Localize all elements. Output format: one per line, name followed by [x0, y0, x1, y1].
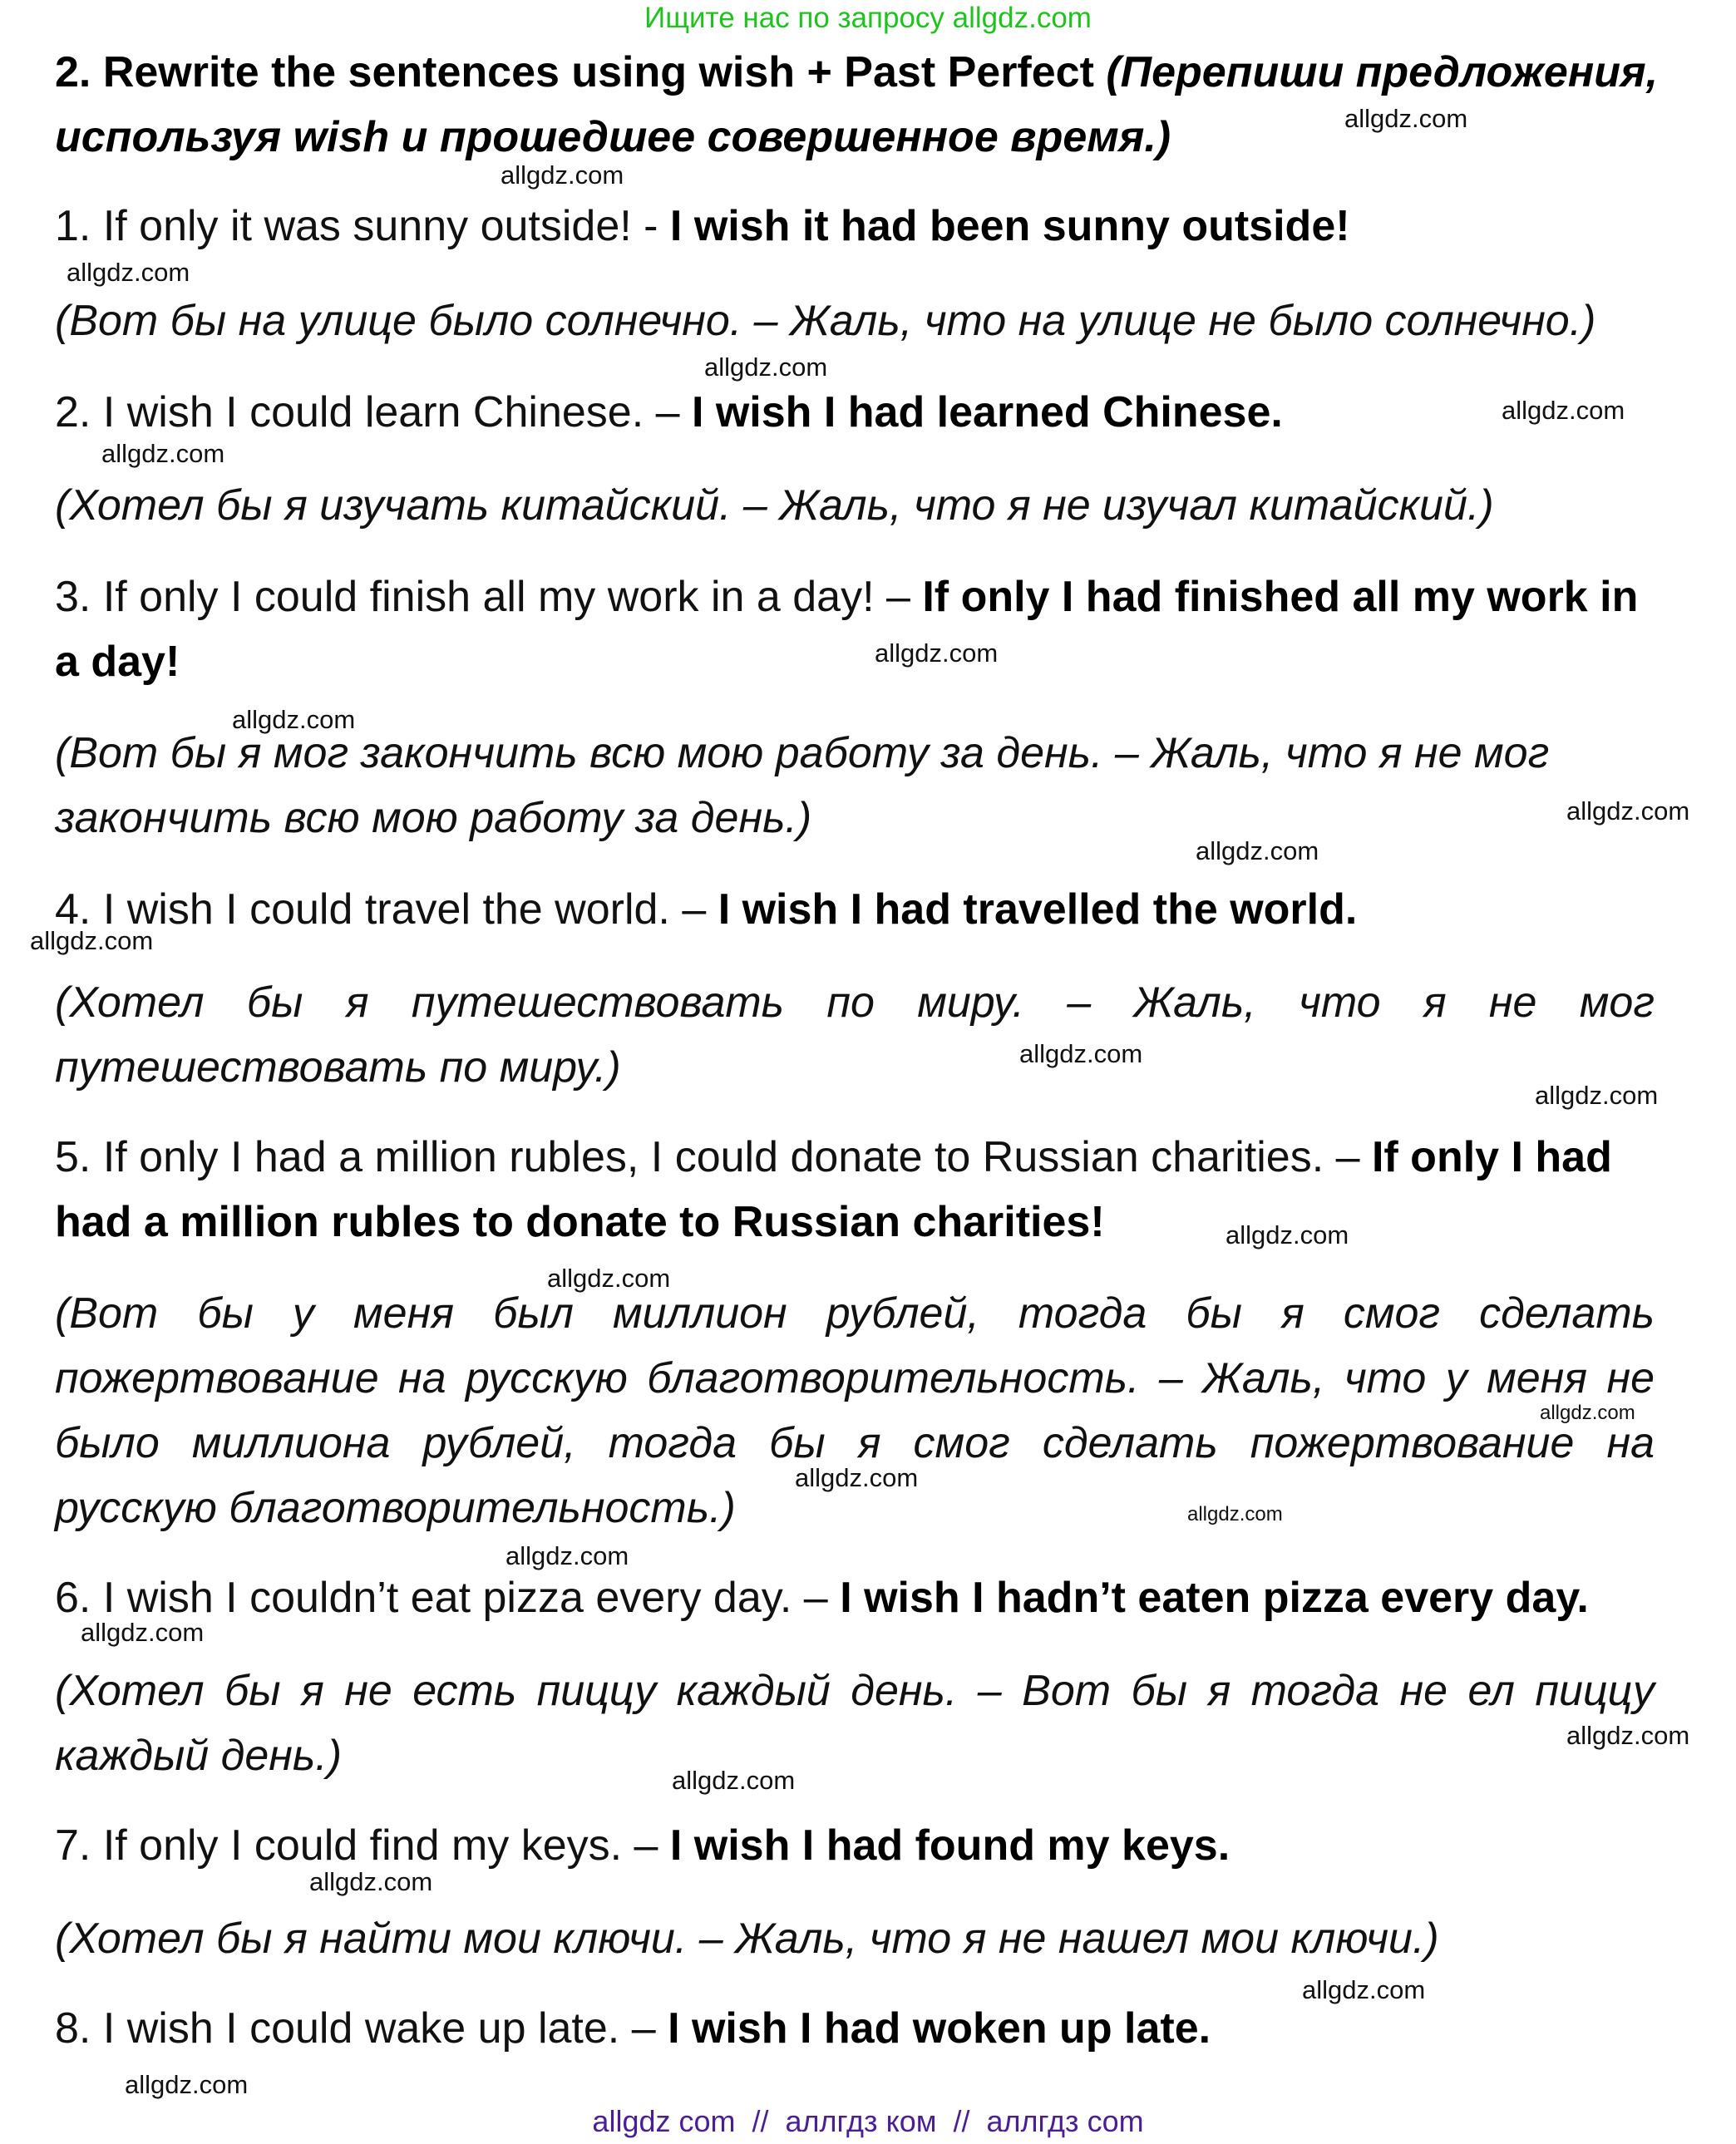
item-8-answer: I wish I had woken up late. — [668, 2004, 1211, 2053]
item-1-answer: I wish it had been sunny outside! — [669, 202, 1350, 250]
item-5-question: 5. If only I had a million rubles, I could donate to Russian charities. – — [55, 1133, 1372, 1181]
item-2-sentence — [55, 386, 1655, 439]
item-6-translation-line2: каждый день.) — [55, 1732, 343, 1780]
item-2-translation: (Хотел бы я изучать китайский. – Жаль, что я не изучал китайский.) — [55, 481, 1494, 530]
watermark: allgdz.com — [704, 352, 828, 382]
item-4-sentence — [55, 883, 1655, 936]
item-3-sentence-continued — [55, 635, 1655, 688]
watermark: allgdz.com — [1344, 104, 1468, 133]
watermark: allgdz.com — [1196, 836, 1319, 865]
item-5-translation-line3: было миллиона рублей, тогда бы я смог сделать пожертвование на — [55, 1419, 1655, 1467]
item-1-sentence — [55, 200, 1655, 253]
watermark: allgdz.com — [1566, 796, 1690, 826]
search-banner[interactable]: Ищите нас по запросу allgdz.com — [644, 2, 1092, 34]
item-2-question: 2. I wish I could learn Chinese. – — [55, 388, 692, 436]
watermark: allgdz.com — [309, 1867, 433, 1896]
item-4-answer: I wish I had travelled the world. — [718, 885, 1358, 934]
watermark: allgdz.com — [67, 258, 190, 287]
item-6-translation-line1: (Хотел бы я не есть пиццу каждый день. – Вот бы я тогда не ел пиццу — [55, 1667, 1655, 1715]
item-3-translation-line2: закончить всю мою работу за день.) — [55, 794, 812, 842]
item-7-answer: I wish I had found my keys. — [669, 1821, 1230, 1870]
watermark: allgdz.com — [232, 705, 356, 734]
item-5-answer-line1: If only I had — [1371, 1133, 1612, 1181]
item-6-question: 6. I wish I couldn’t eat pizza every day. – — [55, 1574, 841, 1622]
watermark: allgdz.com — [795, 1463, 919, 1492]
item-7-sentence — [55, 1819, 1655, 1872]
item-8-question: 8. I wish I could wake up late. – — [55, 2004, 668, 2053]
item-5-translation-line1: (Вот бы у меня был миллион рублей, тогда бы я смог сделать — [55, 1289, 1655, 1338]
watermark: allgdz.com — [672, 1766, 796, 1795]
watermark: allgdz.com — [30, 926, 154, 955]
item-1-question: 1. If only it was sunny outside! - — [55, 202, 670, 250]
watermark: allgdz.com — [1566, 1721, 1690, 1750]
item-6-answer: I wish I hadn’t eaten pizza every day. — [840, 1574, 1589, 1622]
item-4-translation-line2: путешествовать по миру.) — [55, 1043, 621, 1092]
watermark: allgdz.com — [1019, 1039, 1143, 1068]
item-3-answer-line2: a day! — [55, 638, 180, 686]
watermark: allgdz.com — [81, 1618, 205, 1647]
watermark: allgdz.com — [1540, 1402, 1635, 1424]
exercise-title-en: 2. Rewrite the sentences using wish + Past Perfect — [55, 48, 1094, 96]
exercise-title-ru: (Перепиши предложения, — [1106, 48, 1659, 96]
item-3-answer-line1: If only I had finished all my work in — [922, 573, 1639, 621]
item-5-sentence-continued — [55, 1195, 1655, 1249]
item-3-question: 3. If only I could finish all my work in a day! – — [55, 573, 923, 621]
item-4-question: 4. I wish I could travel the world. – — [55, 885, 718, 934]
watermark: allgdz.com — [1302, 1975, 1426, 2004]
item-3-sentence — [55, 570, 1655, 623]
item-5-translation-line4: русскую благотворительность.) — [55, 1484, 736, 1532]
footer-links[interactable]: allgdz com // аллгдз ком // аллгдз com — [592, 2104, 1144, 2138]
item-5-answer-line2: had a million rubles to donate to Russian charities! — [55, 1198, 1105, 1246]
item-4-translation-line1: (Хотел бы я путешествовать по миру. – Жаль, что я не мог — [55, 978, 1655, 1027]
watermark: allgdz.com — [1226, 1220, 1349, 1249]
item-6-sentence — [55, 1571, 1655, 1624]
watermark: allgdz.com — [506, 1541, 629, 1570]
watermark: allgdz.com — [125, 2070, 249, 2099]
item-8-sentence — [55, 2002, 1655, 2055]
watermark: allgdz.com — [501, 160, 624, 190]
watermark: allgdz.com — [875, 638, 999, 668]
item-3-translation-line1: (Вот бы я мог закончить всю мою работу за день. – Жаль, что я не мог — [55, 729, 1550, 777]
item-5-translation-line2: пожертвование на русскую благотворительность. – Жаль, что у меня не — [55, 1354, 1655, 1402]
watermark: allgdz.com — [1502, 396, 1625, 425]
watermark: allgdz.com — [1187, 1503, 1283, 1525]
item-5-sentence — [55, 1131, 1655, 1184]
watermark: allgdz.com — [101, 439, 225, 468]
exercise-title-ru-continued: используя wish и прошедшее совершенное время.) — [55, 113, 1171, 161]
item-7-question: 7. If only I could find my keys. – — [55, 1821, 670, 1870]
item-7-translation: (Хотел бы я найти мои ключи. – Жаль, что я не нашел мои ключи.) — [55, 1915, 1439, 1963]
watermark: allgdz.com — [547, 1264, 671, 1293]
item-2-answer: I wish I had learned Chinese. — [691, 388, 1283, 436]
watermark: allgdz.com — [1535, 1081, 1659, 1110]
item-1-translation: (Вот бы на улице было солнечно. – Жаль, что на улице не было солнечно.) — [55, 297, 1596, 345]
exercise-title — [55, 40, 1660, 105]
